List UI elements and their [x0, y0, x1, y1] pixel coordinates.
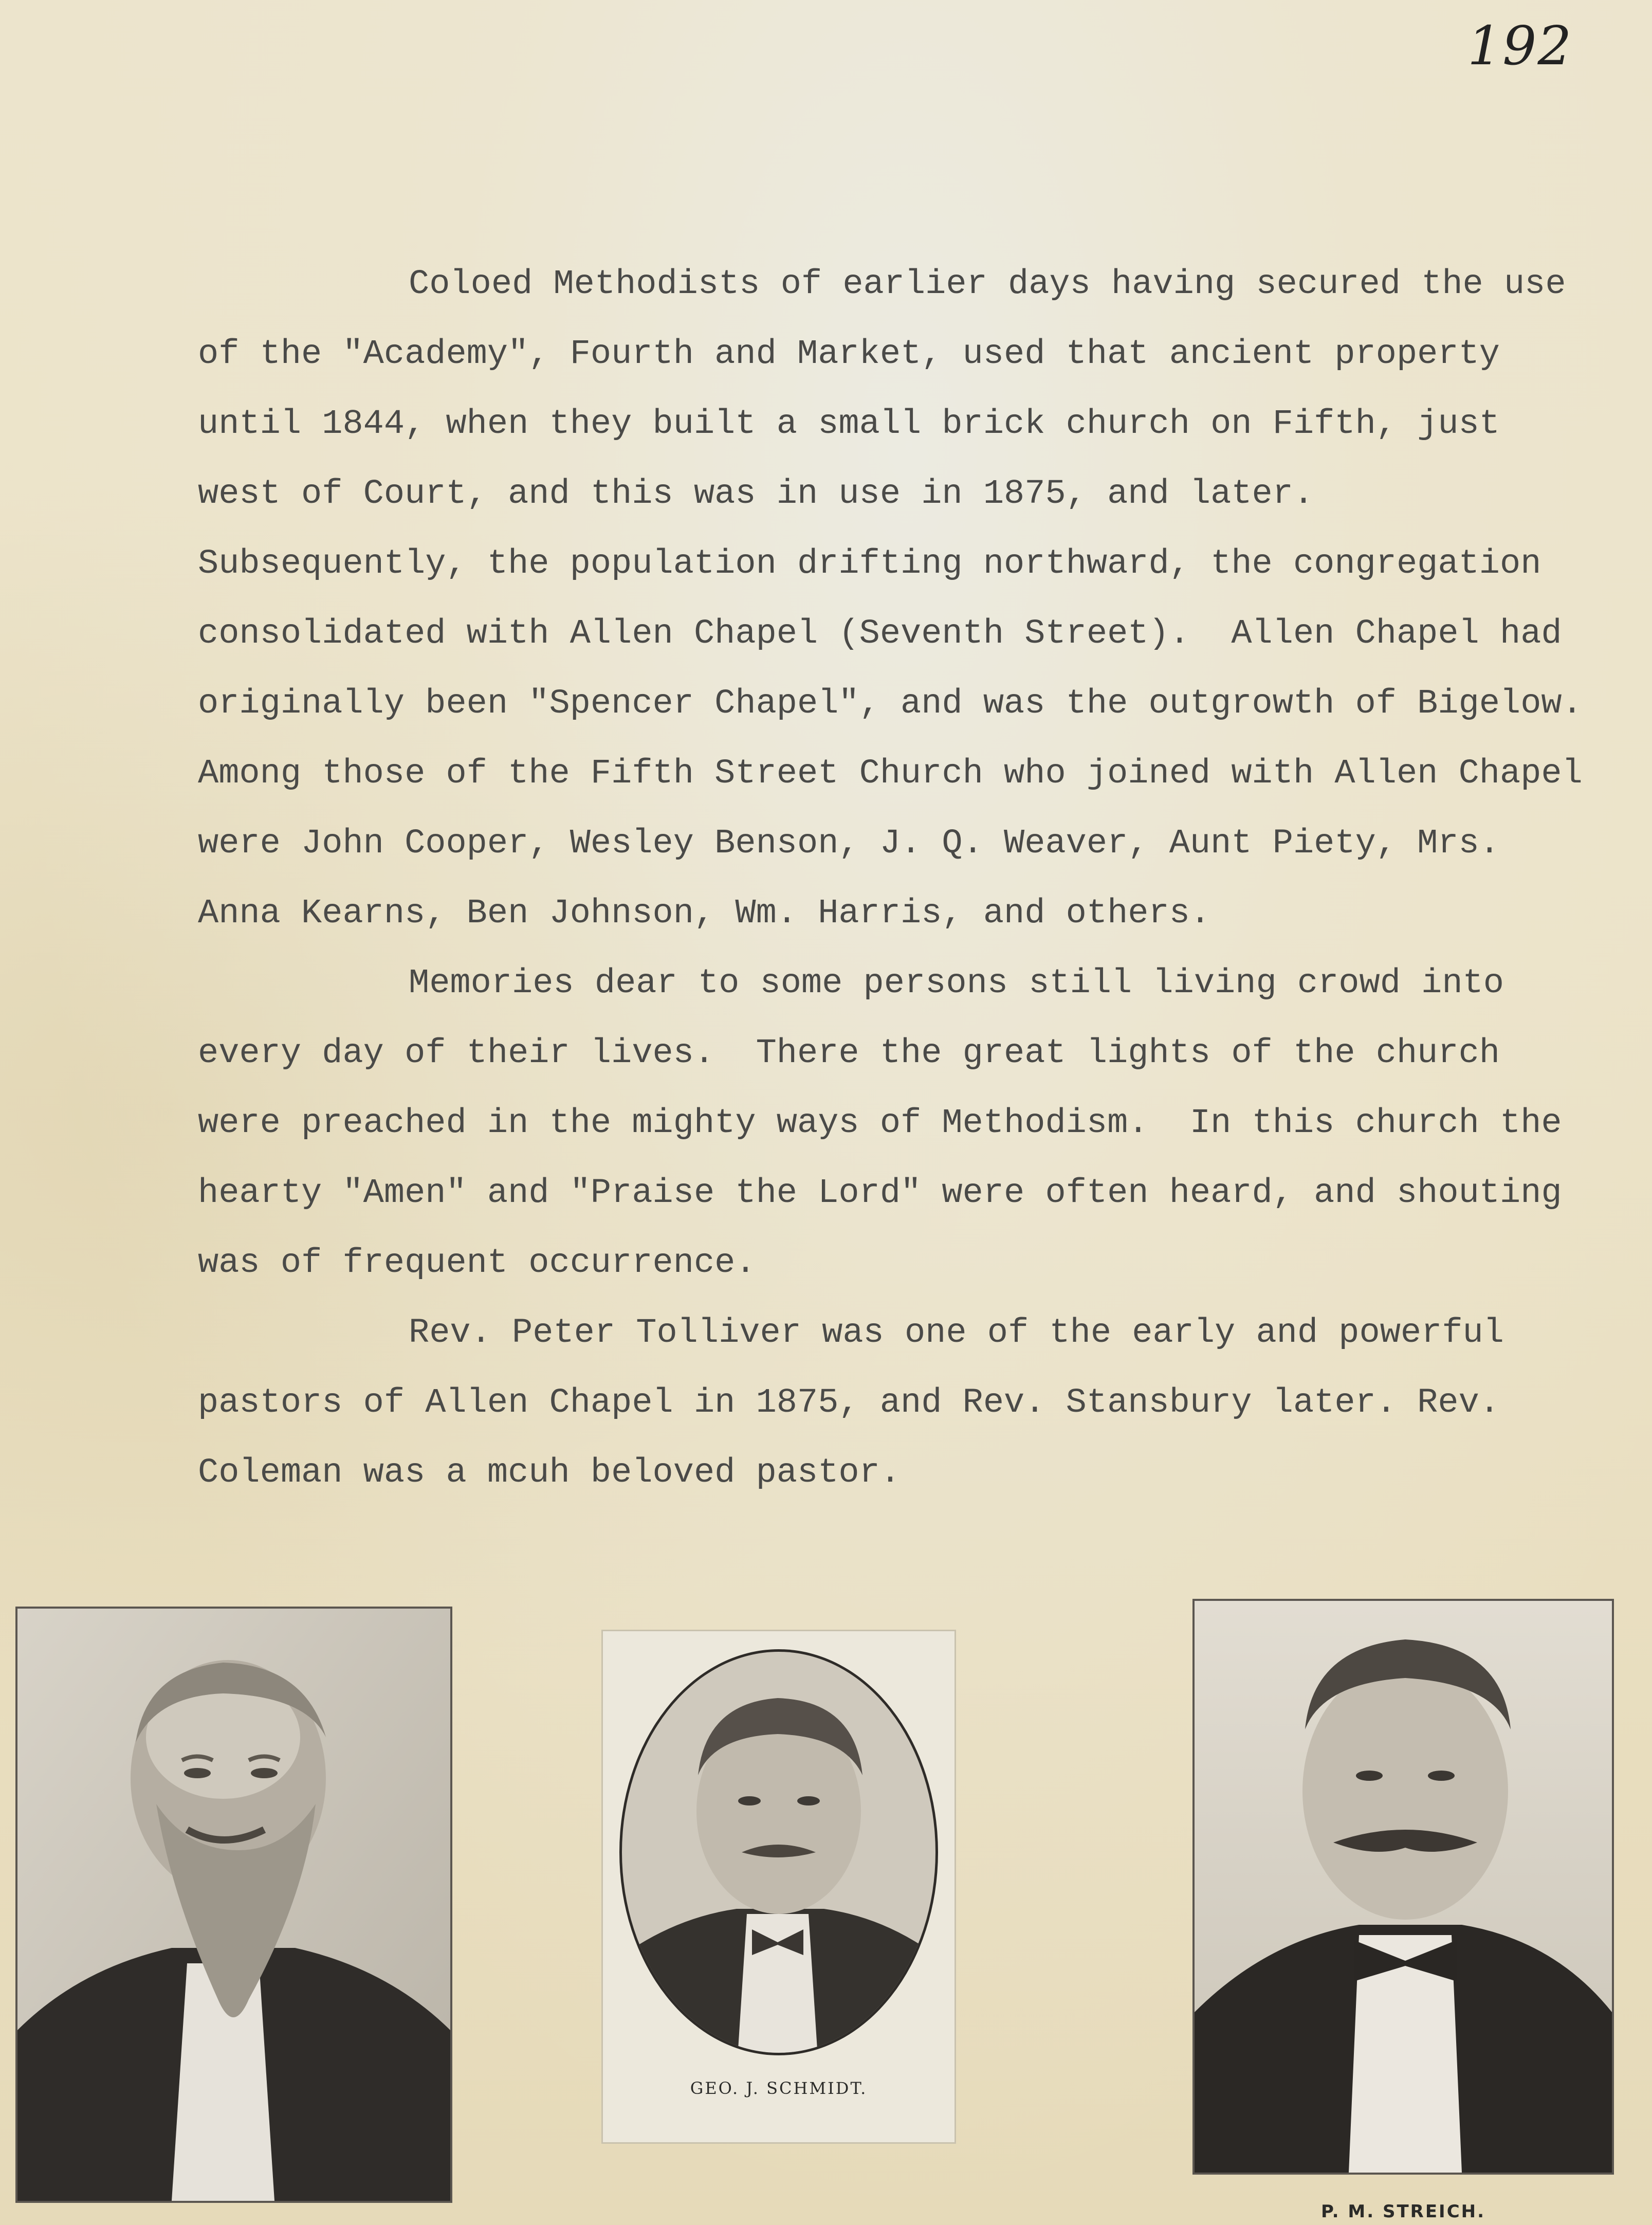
- portrait-clipping-center: [601, 1630, 956, 2144]
- portrait-caption-3: P. M. STREICH.: [1320, 2201, 1486, 2222]
- page-number: 192: [1467, 14, 1573, 77]
- typed-text-body: [198, 249, 1624, 1508]
- portrait-right-image: [1195, 1601, 1612, 2173]
- paragraph-3: Rev. Peter Tolliver was one of the early and powerful pastors of Allen Chapel in 1875, and Rev. Stansbury later. Rev. Coleman was a mcuh beloved pastor.: [198, 1314, 1525, 1492]
- portrait-caption-2: GEO. J. SCHMIDT.: [690, 2078, 868, 2098]
- paragraph-1: Coloed Methodists of earlier days having secured the use of the "Academy", Fourth and Market, used that ancient property until 1844, when they built a small brick church on Fifth, just west of Court, and this was in use in 1875, and later. Subsequently, the population drifting northward, the congregation consolidated with Allen Chapel (Seventh Street). Allen Chapel had originally been "Spencer Chapel", and was the outgrowth of Bigelow. Among those of the Fifth Street Church who joined with Allen Chapel were John Cooper, Wesley Benson, J. Q. Weaver, Aunt Piety, Mrs. Anna Kearns, Ben Johnson, Wm. Harris, and others.: [198, 265, 1624, 933]
- portrait-oval-image: [603, 1642, 955, 2073]
- portrait-bearded-man-image: [17, 1609, 450, 2201]
- portrait-bearded-man: [15, 1607, 452, 2203]
- portrait-right: [1192, 1599, 1614, 2175]
- paragraph-2: Memories dear to some persons still living crowd into every day of their lives. There the great lights of the church were preached in the mighty ways of Methodism. In this church the hearty "Amen" and "Praise the Lord" were often heard, and shouting was of frequent occurrence.: [198, 964, 1583, 1283]
